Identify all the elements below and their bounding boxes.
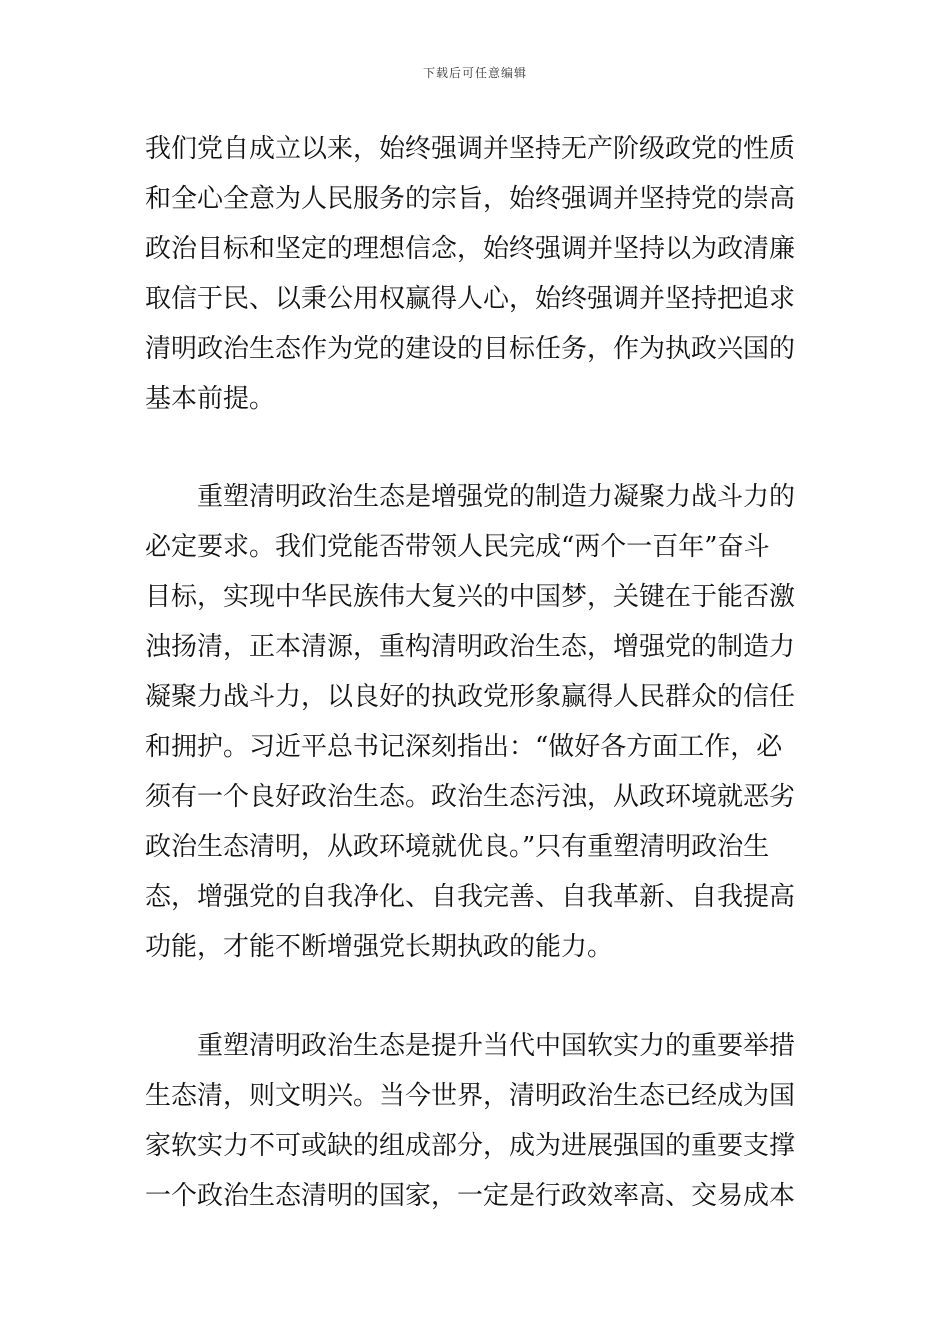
- paragraph-2-line-3: 目标，实现中华民族伟大复兴的中国梦，关键在于能否激: [145, 582, 796, 612]
- paragraph-2-line-1: 重塑清明政治生态是增强党的制造力凝聚力战斗力的: [197, 482, 796, 512]
- paragraph-3-line-2: 生态清，则文明兴。当今世界，清明政治生态已经成为国: [145, 1081, 796, 1111]
- paragraph-1-line-6: 基本前提。: [145, 384, 276, 414]
- paragraph-2-line-2: 必定要求。我们党能否带领人民完成“两个一百年”奋斗: [145, 532, 770, 562]
- paragraph-3-line-1: 重塑清明政治生态是提升当代中国软实力的重要举措: [197, 1031, 796, 1061]
- page-header: 下载后可任意编辑: [422, 66, 527, 80]
- paragraph-1-line-3: 政治目标和坚定的理想信念，始终强调并坚持以为政清廉: [145, 234, 796, 264]
- paragraph-2-line-8: 政治生态清明，从政环境就优良。”只有重塑清明政治生: [145, 832, 770, 862]
- paragraph-1-line-5: 清明政治生态作为党的建设的目标任务，作为执政兴国的: [145, 334, 796, 364]
- paragraph-1-line-1: 我们党自成立以来，始终强调并坚持无产阶级政党的性质: [145, 134, 796, 164]
- paragraph-1-line-4: 取信于民、以秉公用权赢得人心，始终强调并坚持把追求: [145, 284, 796, 314]
- paragraph-2-line-4: 浊扬清，正本清源，重构清明政治生态，增强党的制造力: [145, 632, 796, 662]
- paragraph-2-line-9: 态，增强党的自我净化、自我完善、自我革新、自我提高: [145, 882, 796, 912]
- paragraph-2-line-5: 凝聚力战斗力，以良好的执政党形象赢得人民群众的信任: [145, 682, 796, 712]
- paragraph-2-line-6: 和拥护。习近平总书记深刻指出：“做好各方面工作，必: [145, 732, 783, 762]
- paragraph-2-line-7: 须有一个良好政治生态。政治生态污浊，从政环境就恶劣: [145, 782, 796, 812]
- paragraph-1-line-2: 和全心全意为人民服务的宗旨，始终强调并坚持党的崇高: [145, 184, 796, 214]
- paragraph-2-line-10: 功能，才能不断增强党长期执政的能力。: [145, 932, 614, 962]
- paragraph-3-line-4: 一个政治生态清明的国家，一定是行政效率高、交易成本: [145, 1181, 796, 1211]
- paragraph-3-line-3: 家软实力不可或缺的组成部分，成为进展强国的重要支撑: [145, 1131, 796, 1161]
